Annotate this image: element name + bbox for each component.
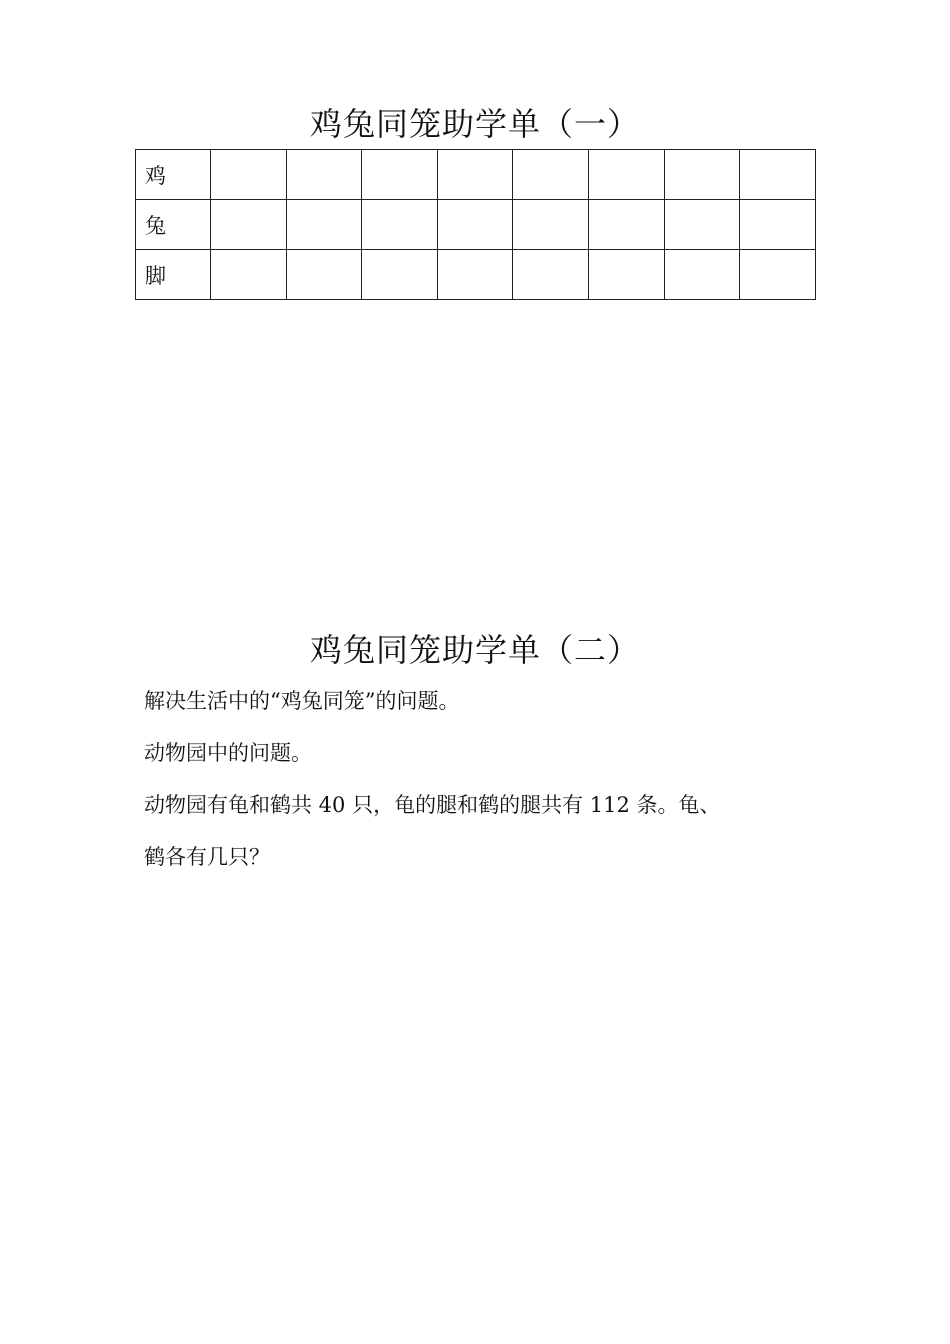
- problem-line-intro: 解决生活中的“鸡兔同笼”的问题。: [144, 689, 460, 713]
- blank-cell[interactable]: [362, 150, 438, 200]
- blank-cell[interactable]: [513, 200, 589, 250]
- blank-cell[interactable]: [588, 200, 664, 250]
- chicken-rabbit-table: [135, 149, 816, 300]
- blank-cell[interactable]: [362, 250, 438, 300]
- blank-cell[interactable]: [437, 250, 513, 300]
- blank-cell[interactable]: [211, 250, 287, 300]
- blank-cell[interactable]: [740, 150, 816, 200]
- blank-cell[interactable]: [286, 150, 362, 200]
- blank-cell[interactable]: [362, 200, 438, 250]
- blank-cell[interactable]: [664, 200, 740, 250]
- blank-cell[interactable]: [740, 250, 816, 300]
- blank-cell[interactable]: [286, 250, 362, 300]
- blank-cell[interactable]: [286, 200, 362, 250]
- blank-cell[interactable]: [664, 150, 740, 200]
- blank-cell[interactable]: [211, 200, 287, 250]
- row-label: 鸡: [136, 150, 211, 200]
- blank-cell[interactable]: [588, 250, 664, 300]
- blank-cell[interactable]: [588, 150, 664, 200]
- table-row: [136, 150, 816, 200]
- blank-cell[interactable]: [513, 250, 589, 300]
- blank-cell[interactable]: [437, 150, 513, 200]
- problem-line-question-part2: 鹤各有几只？: [144, 845, 270, 869]
- worksheet-2-title: 鸡兔同笼助学单（二）: [309, 631, 640, 669]
- row-label: 脚: [136, 250, 211, 300]
- table-row: [136, 200, 816, 250]
- worksheet-1-title: 鸡兔同笼助学单（一）: [309, 105, 640, 143]
- blank-cell[interactable]: [740, 200, 816, 250]
- table-row: [136, 250, 816, 300]
- row-label: 兔: [136, 200, 211, 250]
- problem-line-question-part1: 动物园有龟和鹤共 40 只，龟的腿和鹤的腿共有 112 条。龟、: [144, 793, 721, 817]
- problem-line-zoo-heading: 动物园中的问题。: [144, 741, 312, 765]
- blank-cell[interactable]: [664, 250, 740, 300]
- blank-cell[interactable]: [513, 150, 589, 200]
- blank-cell[interactable]: [437, 200, 513, 250]
- problem-text-block: [144, 675, 824, 883]
- blank-cell[interactable]: [211, 150, 287, 200]
